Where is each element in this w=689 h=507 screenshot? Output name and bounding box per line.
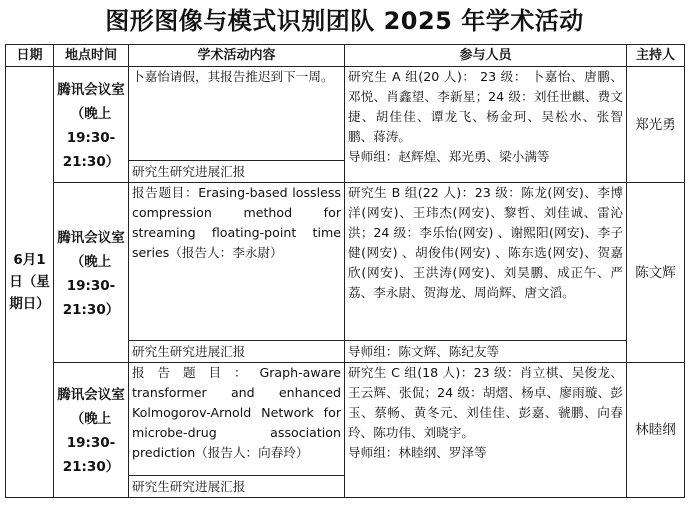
advisors: 导师组：陈文辉、陈纪友等 bbox=[345, 341, 627, 363]
header-date: 日期 bbox=[6, 45, 54, 67]
advisors: 导师组：赵辉煌、郑光勇、梁小满等 bbox=[348, 149, 550, 164]
location-cell: 腾讯会议室（晚上19:30-21:30） bbox=[54, 67, 129, 183]
table-row bbox=[6, 183, 685, 341]
table-row bbox=[6, 67, 685, 161]
schedule-table bbox=[5, 44, 685, 498]
advisors: 导师组：林睦纲、罗泽等 bbox=[348, 445, 487, 460]
participants-list: 研究生 A 组(20 人)： 23 级： 卜嘉怡、唐鹏、邓悦、肖鑫望、李新星；24 级：刘任世麒、费文捷、胡佳佳、谭龙飞、杨金珂、吴松水、张智鹏、蒋涛。 bbox=[348, 69, 623, 144]
progress-report: 研究生研究进展汇报 bbox=[129, 341, 345, 363]
table-row bbox=[6, 363, 685, 476]
host-cell: 郑光勇 bbox=[627, 67, 685, 183]
participants-list: 研究生 C 组(18 人)：23 级：肖立棋、吴俊龙、王云辉、张侃；24 级：胡熠、杨卓、廖雨璇、彭玉、蔡畅、黄冬元、刘佳佳、彭嘉、虢鹏、向春玲、陈功伟、刘晓宇。 bbox=[348, 365, 623, 440]
date-cell: 6月1日（星期日） bbox=[6, 67, 54, 498]
activity-content: 报告题目：Graph-aware transformer and enhanced Kolmogorov-Arnold Network for microbe-drug association prediction（报告人：向春玲） bbox=[129, 363, 345, 476]
location-cell: 腾讯会议室（晚上19:30-21:30） bbox=[54, 363, 129, 498]
header-row bbox=[6, 45, 685, 67]
host-cell: 林睦纲 bbox=[627, 363, 685, 498]
host-cell: 陈文辉 bbox=[627, 183, 685, 363]
page-title: 图形图像与模式识别团队 2025 年学术活动 bbox=[105, 7, 584, 35]
header-participants: 参与人员 bbox=[345, 45, 627, 67]
activity-content: 卜嘉怡请假，其报告推迟到下一周。 bbox=[129, 67, 345, 161]
header-host: 主持人 bbox=[627, 45, 685, 67]
participants-cell bbox=[345, 363, 627, 498]
participants-cell bbox=[345, 67, 627, 183]
header-content: 学术活动内容 bbox=[129, 45, 345, 67]
participants-list: 研究生 B 组(22 人)：23 级：陈龙(网安)、李博洋(网安)、王玮杰(网安)、黎哲、刘佳诚、雷沁洪；24 级：李乐怡(网安) 、谢熙阳(网安)、李子健(网安) 、胡俊伟(网安) 、陈东选(网安)、贺嘉欣(网安)、王洪涛(网安)、刘昊鹏、成正午、严荔、李永尉、贺海龙、周尚辉、唐文滔。 bbox=[345, 183, 627, 341]
activity-content: 报告题目：Erasing-based lossless compression method for streaming floating-point time series（报告人：李永尉） bbox=[129, 183, 345, 341]
header-location: 地点时间 bbox=[54, 45, 129, 67]
location-cell: 腾讯会议室（晚上19:30-21:30） bbox=[54, 183, 129, 363]
progress-report: 研究生研究进展汇报 bbox=[129, 161, 345, 183]
progress-report: 研究生研究进展汇报 bbox=[129, 476, 345, 498]
